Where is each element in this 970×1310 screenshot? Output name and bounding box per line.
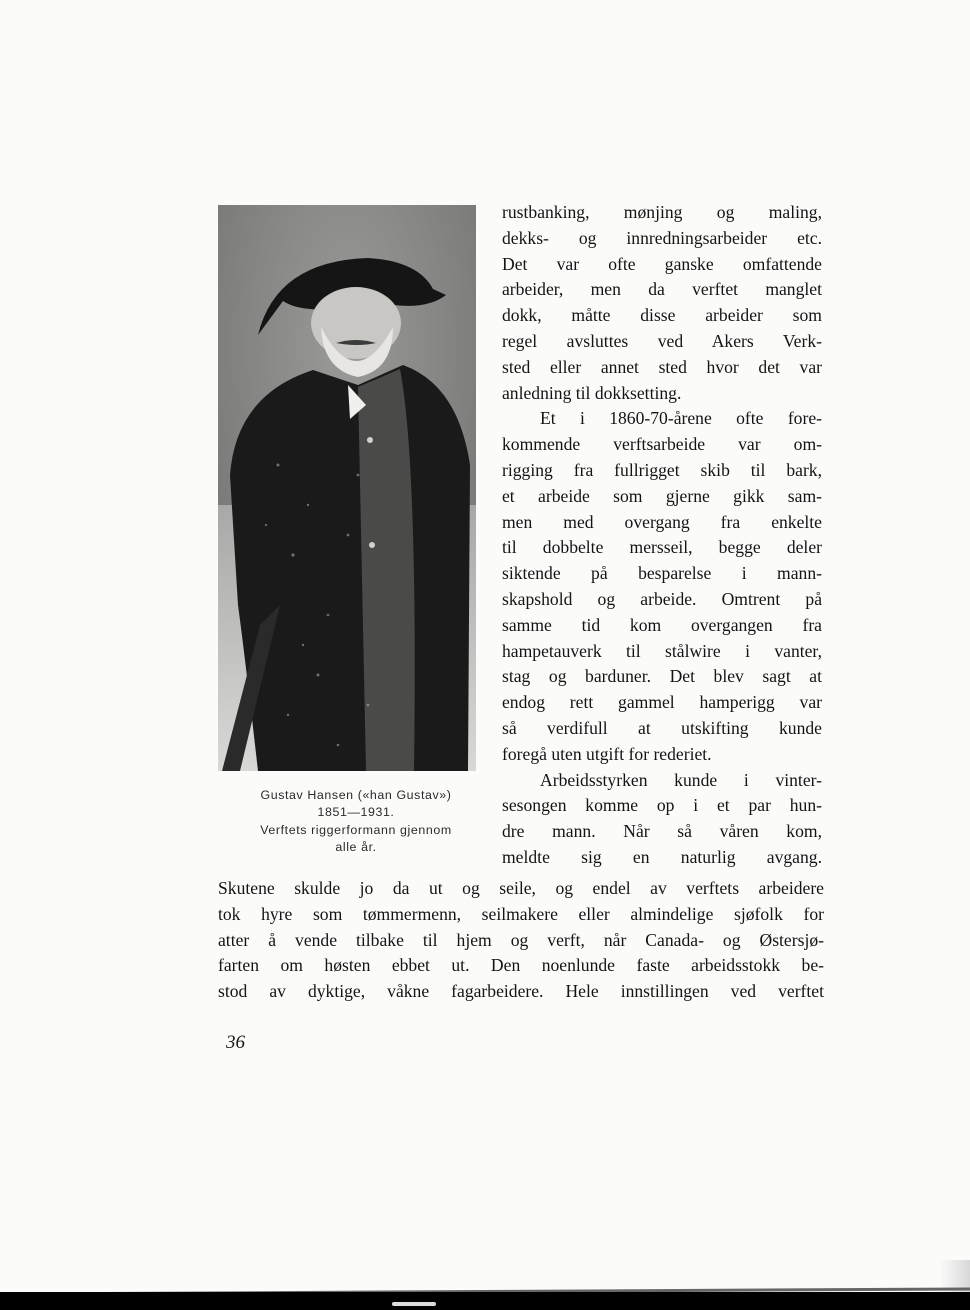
- text-line: Det var ofte ganske omfattende: [502, 253, 822, 274]
- text-line: Skutene skulde jo da ut og seile, og endel av verftets arbeidere: [218, 878, 824, 898]
- text-line: regel avsluttes ved Akers Verk-: [502, 330, 822, 351]
- caption-line: Verftets riggerformann gjennom: [260, 822, 452, 837]
- body-full-width: [218, 876, 824, 1005]
- text-line: meldte sig en naturlig avgang.: [502, 846, 822, 867]
- text-line: Arbeidsstyrken kunde i vinter-: [540, 769, 822, 790]
- text-line: arbeider, men da verftet manglet: [502, 279, 822, 300]
- text-line: så verdifull at utskifting kunde: [502, 717, 822, 738]
- text-line: sted eller annet sted hvor det var: [502, 356, 822, 377]
- photo-caption: [222, 787, 490, 857]
- text-line: men med overgang fra enkelte: [502, 511, 822, 532]
- portrait-photo: [218, 205, 476, 771]
- text-line: stag og barduner. Det blev sagt at: [502, 666, 822, 687]
- text-line: samme tid kom overgangen fra: [502, 614, 822, 635]
- text-line: Et i 1860-70-årene ofte fore-: [540, 408, 822, 429]
- text-line: rustbanking, mønjing og maling,: [502, 202, 822, 222]
- scan-border: [0, 1292, 970, 1310]
- text-line: anledning til dokksetting.: [502, 382, 682, 403]
- text-line: hampetauverk til stålwire i vanter,: [502, 640, 822, 661]
- page-number: 36: [226, 1032, 245, 1053]
- scan-artifact: [392, 1302, 436, 1306]
- text-line: kommende verftsarbeide var om-: [502, 434, 822, 455]
- caption-line: Gustav Hansen («han Gustav»): [260, 788, 452, 802]
- text-line: foregå uten utgift for rederiet.: [502, 743, 712, 764]
- text-line: endog rett gammel hamperigg var: [502, 692, 822, 713]
- text-line: dokk, måtte disse arbeider som: [502, 305, 822, 326]
- caption-line: alle år.: [335, 840, 377, 855]
- text-line: farten om høsten ebbet ut. Den noenlunde faste arbeidsstokk be-: [218, 955, 824, 976]
- text-line: dre mann. Når så våren kom,: [502, 821, 822, 842]
- caption-line: 1851—1931.: [317, 805, 395, 820]
- text-line: dekks- og innredningsarbeider etc.: [502, 227, 822, 248]
- text-line: til dobbelte mersseil, begge deler: [502, 537, 822, 558]
- portrait-illustration: [218, 205, 476, 771]
- text-line: et arbeide som gjerne gikk sam-: [502, 485, 822, 506]
- text-line: rigging fra fullrigget skib til bark,: [502, 459, 822, 480]
- text-line: tok hyre som tømmermenn, seilmakere eller almindelige sjøfolk for: [218, 903, 824, 924]
- text-line: siktende på besparelse i mann-: [502, 563, 822, 584]
- text-line: skapshold og arbeide. Omtrent på: [502, 588, 822, 609]
- body-column: [502, 200, 822, 871]
- text-line: stod av dyktige, våkne fagarbeidere. Hele innstillingen ved verftet: [218, 981, 824, 1002]
- text-line: sesongen komme op i et par hun-: [502, 795, 822, 816]
- text-line: atter å vende tilbake til hjem og verft, når Canada- og Østersjø-: [218, 929, 824, 950]
